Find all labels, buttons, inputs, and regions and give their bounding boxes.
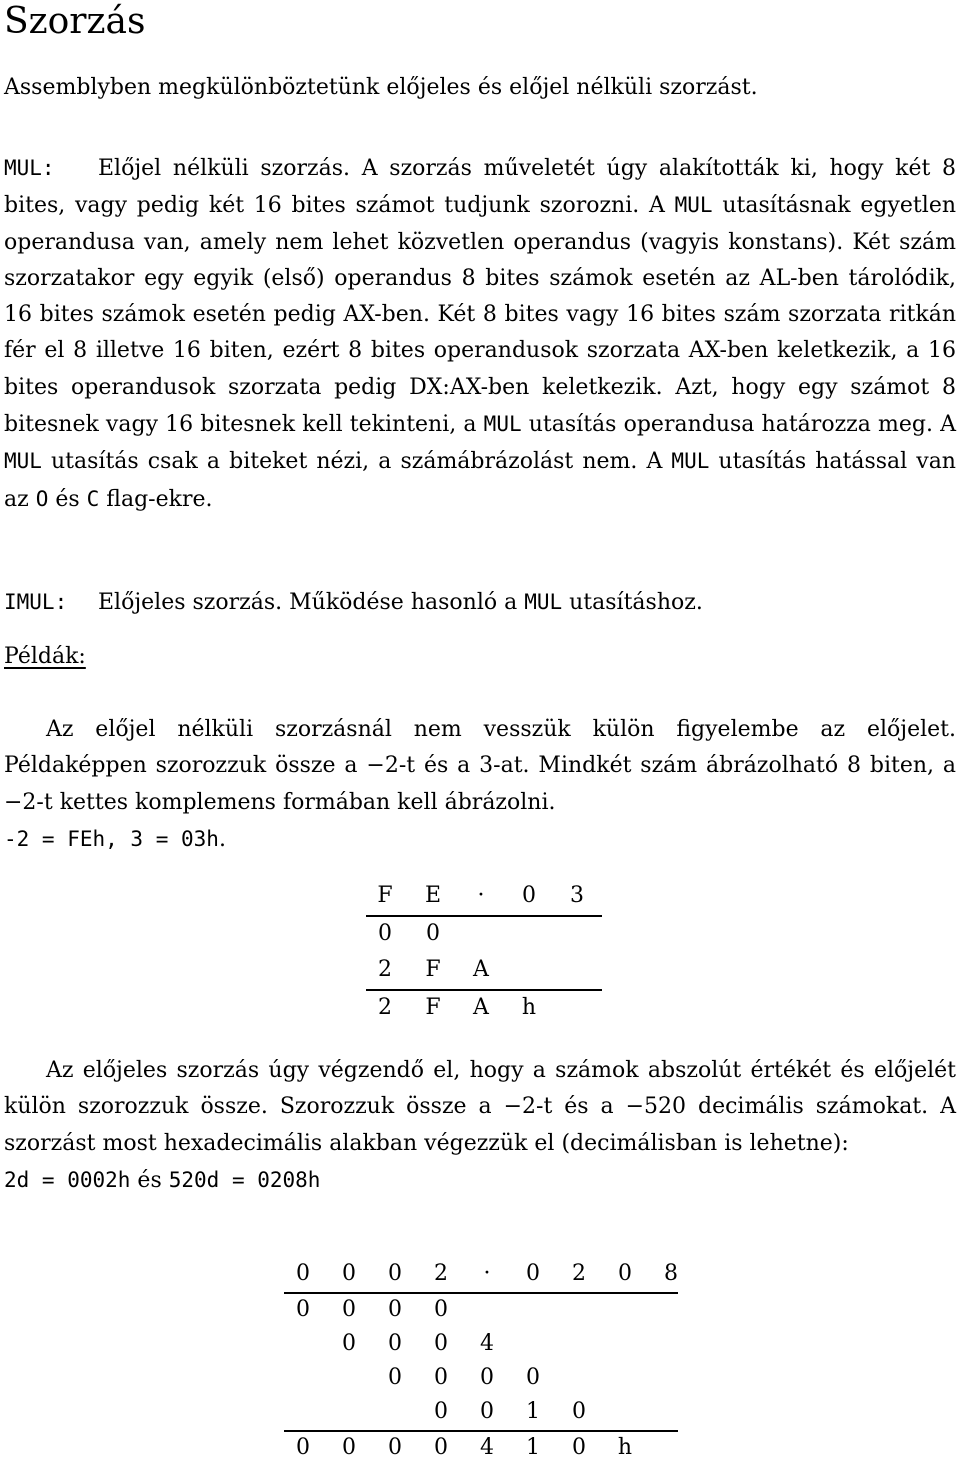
imul-code-1: MUL: [524, 590, 563, 614]
t2-cell: ·: [483, 1261, 491, 1286]
mul-label: MUL:: [4, 156, 55, 180]
t2-cell: 2: [572, 1261, 586, 1286]
t2-cell: 0: [296, 1435, 310, 1460]
multiplication-table-2: [280, 1256, 680, 1462]
t2-cell: 0: [296, 1297, 310, 1322]
example2-code-1: 2d = 0002h: [4, 1167, 131, 1192]
mul-code-1: MUL: [674, 193, 713, 218]
mul-paragraph: [4, 150, 956, 518]
page-title: Szorzás: [4, 1, 146, 42]
t2-cell: 0: [342, 1331, 356, 1356]
t2-cell: 0: [342, 1297, 356, 1322]
t2-cell: 4: [480, 1331, 494, 1356]
t2-cell: 1: [526, 1435, 540, 1460]
t2-cell: 0: [434, 1399, 448, 1424]
mul-text-3: utasítás operandusa határozza meg. A: [521, 412, 957, 438]
example2-code-2: 520d = 0208h: [168, 1167, 321, 1192]
example2-text-2: és: [130, 1167, 169, 1193]
t2-cell: 0: [388, 1261, 402, 1286]
t1-cell: F: [425, 957, 441, 982]
example1-text: Az előjel nélküli szorzásnál nem vesszük külön figyelembe az előjelet. Példaképpen szorozzuk össze a −2-t és a 3-at. Mindkét szám ábrázolható 8 biten, a −2-t kettes komplemens formában kell ábrázolni.: [4, 717, 956, 815]
mul-code-4: MUL: [671, 449, 710, 474]
mul-text-4: utasítás csak a biteket nézi, a számábrázolást nem. A: [41, 449, 672, 475]
t2-cell: 8: [664, 1261, 678, 1286]
t2-cell: 0: [388, 1365, 402, 1390]
mul-text-2: utasításnak egyetlen operandusa van, amely nem lehet közvetlen operandus (vagyis konstans). Két szám szorzatakor egy egyik (első) operandus 8 bites számok esetén az AL-ben tárolódik, 16 bites számok esetén pedig AX-ben. Két 8 bites vagy 16 bites szám szorzata ritkán fér el 8 illetve 16 biten, ezért 8 bites operandusok szorzata AX-ben keletkezik, a 16 bites operandusok szorzata pedig DX:AX-ben keletkezik. Azt, hogy egy számot 8 bitesnek vagy 16 bitesnek kell tekinteni, a: [4, 193, 957, 438]
mul-code-5: O: [35, 486, 49, 511]
intro-paragraph: Assemblyben megkülönböztetünk előjeles és előjel nélküli szorzást.: [4, 75, 758, 100]
example1-paragraph: [4, 712, 956, 858]
t1-cell: F: [425, 995, 441, 1020]
t2-cell: 2: [434, 1261, 448, 1286]
imul-label: IMUL:: [4, 590, 68, 614]
t1-cell: E: [424, 883, 442, 908]
t2-cell: 0: [526, 1365, 540, 1390]
t1-cell: A: [473, 995, 489, 1020]
t1-cell: 2: [378, 995, 392, 1020]
imul-text-2: utasításhoz.: [562, 590, 703, 615]
t2-cell: 0: [388, 1331, 402, 1356]
mul-code-2: MUL: [483, 412, 522, 437]
imul-text-1: Előjeles szorzás. Működése hasonló a: [98, 590, 525, 615]
t1-cell: 0: [522, 883, 536, 908]
example2-paragraph: [4, 1053, 956, 1199]
mul-text-5: utasítás hatással van az: [4, 449, 956, 512]
t2-cell: 0: [434, 1297, 448, 1322]
t2-cell: h: [617, 1435, 633, 1460]
mul-code-3: MUL: [4, 449, 42, 474]
examples-heading: Példák:: [4, 644, 86, 669]
t2-cell: 0: [434, 1435, 448, 1460]
mul-text-6: és: [48, 486, 87, 512]
t2-cell: 1: [526, 1399, 540, 1424]
t1-cell: F: [377, 883, 393, 908]
t2-cell: 0: [572, 1399, 586, 1424]
t1-cell: 2: [378, 957, 392, 982]
t2-cell: 0: [296, 1261, 310, 1286]
t2-cell: 0: [434, 1331, 448, 1356]
t1-cell: 0: [378, 921, 392, 946]
t1-cell: h: [521, 995, 537, 1020]
mul-text-1: Előjel nélküli szorzás. A szorzás műveletét úgy alakították ki, hogy két 8 bites, vagy pedig két 16 bites számot tudjunk szorozni. A: [4, 156, 956, 219]
mul-text-7: flag-ekre.: [99, 486, 213, 512]
t2-cell: 0: [388, 1435, 402, 1460]
t2-cell: 0: [480, 1399, 494, 1424]
t1-cell: 0: [426, 921, 440, 946]
example1-code-end: .: [218, 826, 226, 852]
t1-cell: ·: [477, 883, 485, 908]
t2-cell: 0: [342, 1261, 356, 1286]
t2-cell: 0: [434, 1365, 448, 1390]
multiplication-table-1: [362, 878, 602, 1028]
t2-cell: 0: [480, 1365, 494, 1390]
mul-code-6: C: [86, 486, 100, 511]
example2-text: Az előjeles szorzás úgy végzendő el, hogy a számok abszolút értékét és előjelét külön szorozzuk össze. Szorozzuk össze a −2-t és a −520 decimális számokat. A szorzást most hexadecimális alakban végezzük el (decimálisban is lehetne):: [4, 1058, 956, 1156]
t2-cell: 0: [342, 1435, 356, 1460]
t2-cell: 0: [618, 1261, 632, 1286]
t1-cell: A: [473, 957, 489, 982]
t1-cell: 3: [570, 883, 584, 908]
example1-code: -2 = FEh, 3 = 03h: [4, 826, 219, 851]
t2-cell: 0: [572, 1435, 586, 1460]
t2-cell: 0: [526, 1261, 540, 1286]
imul-paragraph: [4, 584, 956, 621]
t2-cell: 4: [480, 1435, 494, 1460]
t2-cell: 0: [388, 1297, 402, 1322]
